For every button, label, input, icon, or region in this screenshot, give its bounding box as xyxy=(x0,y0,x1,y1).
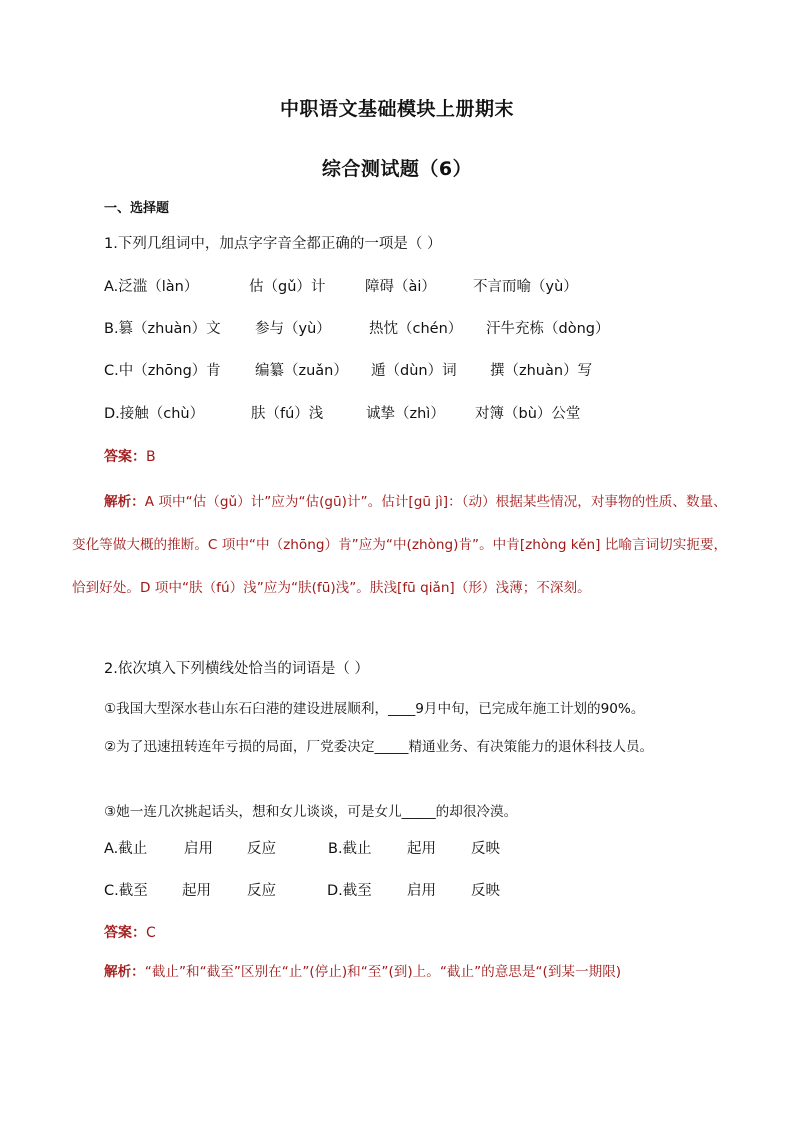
option-cell: C.截至 xyxy=(104,883,148,899)
question-1-stem: 1.下列几组词中，加点字字音全都正确的一项是（ ） xyxy=(104,236,442,252)
option-cell: 对簿（bù）公堂 xyxy=(475,406,581,422)
document-subtitle: 综合测试题（6） xyxy=(321,158,473,180)
option-cell: 障碍（ài） xyxy=(365,279,436,295)
question-1-explanation xyxy=(72,481,732,610)
option-cell: 启用 xyxy=(184,841,213,857)
section-heading: 一、选择题 xyxy=(104,201,170,216)
option-cell: 撰（zhuàn）写 xyxy=(490,363,593,379)
option-cell: 反映 xyxy=(471,883,500,899)
option-cell: B.篡（zhuàn）文 xyxy=(104,321,221,337)
option-cell: 反应 xyxy=(247,883,276,899)
option-cell: A.泛滥（làn） xyxy=(104,279,199,295)
option-cell: 遁（dùn）词 xyxy=(371,363,457,379)
question-2-stem: 2.依次填入下列横线处恰当的词语是（ ） xyxy=(104,661,369,677)
answer-label: 答案： xyxy=(104,925,146,941)
option-cell: A.截止 xyxy=(104,841,148,857)
option-cell: 反映 xyxy=(471,841,500,857)
option-cell: 起用 xyxy=(182,883,211,899)
question-2-answer xyxy=(104,922,156,942)
explanation-label: 解析： xyxy=(104,494,145,510)
question-2-sentence-2: ②为了迅速扭转连年亏损的局面，厂党委决定_____精通业务、有决策能力的退休科技人员。 xyxy=(104,739,654,755)
question-2-explanation xyxy=(104,960,744,980)
option-cell: D.接触（chù） xyxy=(104,406,205,422)
option-cell: 参与（yù） xyxy=(255,321,331,337)
option-cell: D.截至 xyxy=(327,883,372,899)
explanation-text: A 项中“估（gǔ）计”应为“估(gū)计”。估计[gū jì]：（动）根据某些情况，对事物的性质、数量、变化等做大概的推断。C 项中“中（zhōng）肯”应为“中(zhòng)肯”。中肯[zhòng kěn] 比喻言词切实扼要，恰到好处。D 项中“肤（fú）浅”应为“肤(fū)浅”。肤浅[fū qiǎn]（形）浅薄；不深刻。 xyxy=(72,494,728,596)
option-cell: 启用 xyxy=(407,883,436,899)
answer-value: B xyxy=(146,449,156,465)
option-cell: 不言而喻（yù） xyxy=(473,279,578,295)
document-title: 中职语文基础模块上册期末 xyxy=(279,98,514,120)
option-cell: B.截止 xyxy=(328,841,372,857)
option-cell: 反应 xyxy=(247,841,276,857)
option-cell: 编纂（zuǎn） xyxy=(255,363,348,379)
explanation-label: 解析： xyxy=(104,964,145,980)
option-cell: 诚挚（zhì） xyxy=(366,406,445,422)
question-2-sentence-1: ①我国大型深水巷山东石臼港的建设进展顺利，____9月中旬，已完成年施工计划的90%。 xyxy=(104,701,645,717)
answer-value: C xyxy=(146,925,156,941)
option-cell: 热忱（chén） xyxy=(369,321,463,337)
option-cell: 起用 xyxy=(407,841,436,857)
option-cell: C.中（zhōng）肯 xyxy=(104,363,221,379)
option-cell: 汗牛充栋（dòng） xyxy=(486,321,610,337)
option-cell: 估（gǔ）计 xyxy=(249,279,326,295)
option-cell: 肤（fú）浅 xyxy=(251,406,324,422)
question-2-sentence-3: ③她一连几次挑起话头，想和女儿谈谈，可是女儿_____的却很冷漠。 xyxy=(104,804,518,820)
question-1-answer xyxy=(104,446,156,466)
explanation-text: “截止”和“截至”区别在“止”(停止)和“至”(到)上。“截止”的意思是“(到某一期限) xyxy=(144,964,622,980)
answer-label: 答案： xyxy=(104,449,146,465)
